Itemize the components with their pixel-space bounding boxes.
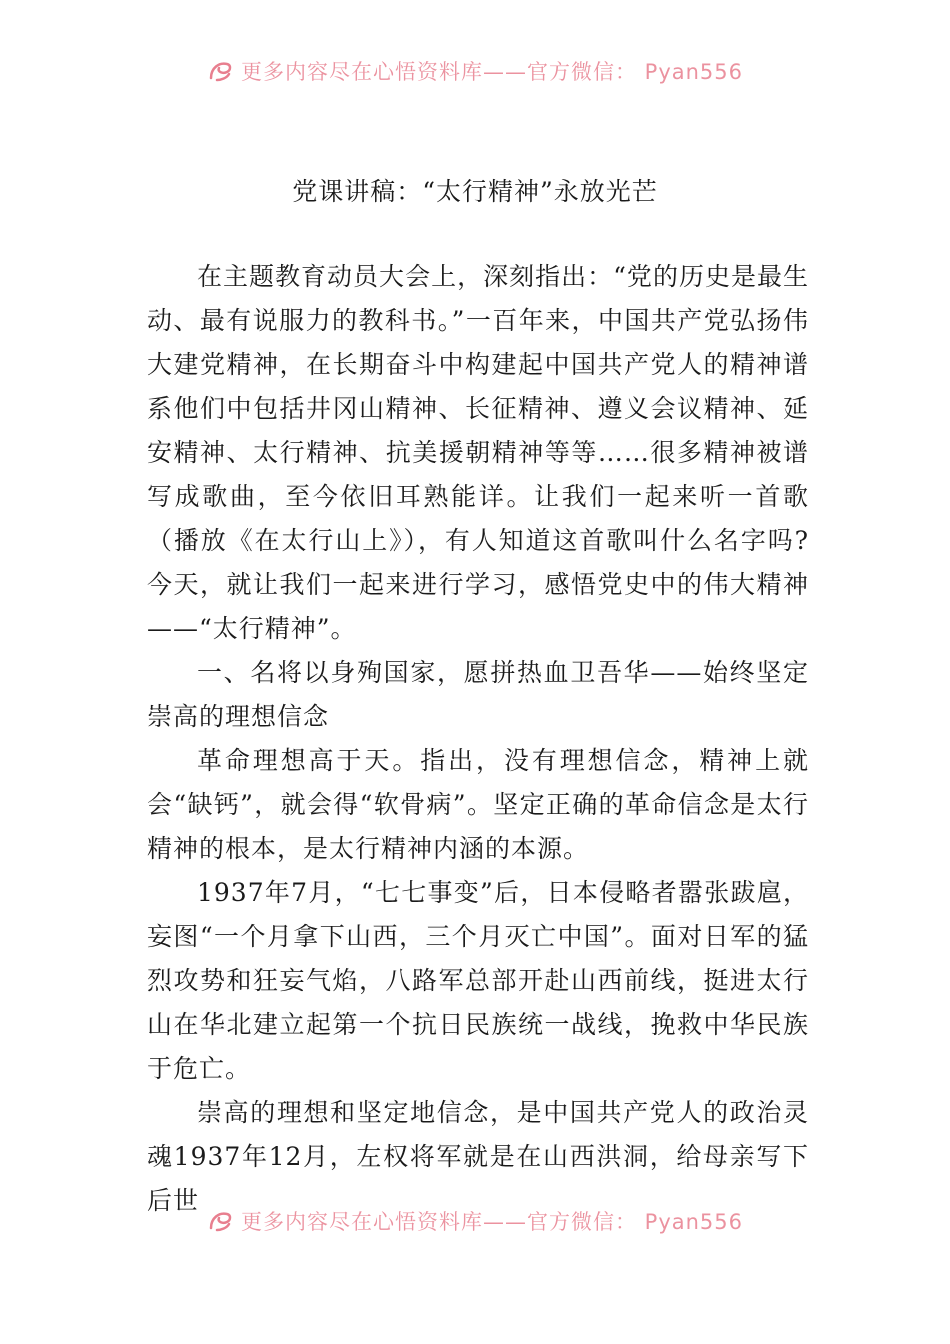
section-heading-1: 一、名将以身殉国家，愿拼热血卫吾华——始终坚定崇高的理想信念 xyxy=(147,658,809,731)
brand-logo-icon xyxy=(207,1208,233,1234)
brand-logo-icon xyxy=(207,58,233,84)
watermark-text: 更多内容尽在心悟资料库——官方微信： Pyan556 xyxy=(240,1210,744,1234)
watermark-footer xyxy=(0,1206,950,1236)
paragraph-political-soul: 崇高的理想和坚定地信念，是中国共产党人的政治灵魂1937年12月，左权将军就是在山西洪洞，给母亲写下后世 xyxy=(147,1098,809,1215)
paragraph-1937-july: 1937年7月，“七七事变”后，日本侵略者嚣张跋扈，妄图“一个月拿下山西，三个月灭亡中国”。面对日军的猛烈攻势和狂妄气焰，八路军总部开赴山西前线，挺进太行山在华北建立起第一个抗日民族统一战线，挽救中华民族于危亡。 xyxy=(147,878,809,1083)
document-title: 党课讲稿：“太行精神”永放光芒 xyxy=(292,177,658,206)
watermark-text: 更多内容尽在心悟资料库——官方微信： Pyan556 xyxy=(240,60,744,84)
watermark-header xyxy=(0,56,950,86)
paragraph-intro: 在主题教育动员大会上，深刻指出：“党的历史是最生动、最有说服力的教科书。”一百年来，中国共产党弘扬伟大建党精神，在长期奋斗中构建起中国共产党人的精神谱系他们中包括井冈山精神、长征精神、遵义会议精神、延安精神、太行精神、抗美援朝精神等等……很多精神被谱写成歌曲，至今依旧耳熟能详。让我们一起来听一首歌（播放《在太行山上》），有人知道这首歌叫什么名字吗?今天，就让我们一起来进行学习，感悟党史中的伟大精神——“太行精神”。 xyxy=(147,262,809,643)
document-body xyxy=(147,255,809,1223)
paragraph-ideals: 革命理想高于天。指出，没有理想信念，精神上就会“缺钙”，就会得“软骨病”。坚定正确的革命信念是太行精神的根本，是太行精神内涵的本源。 xyxy=(147,746,809,863)
